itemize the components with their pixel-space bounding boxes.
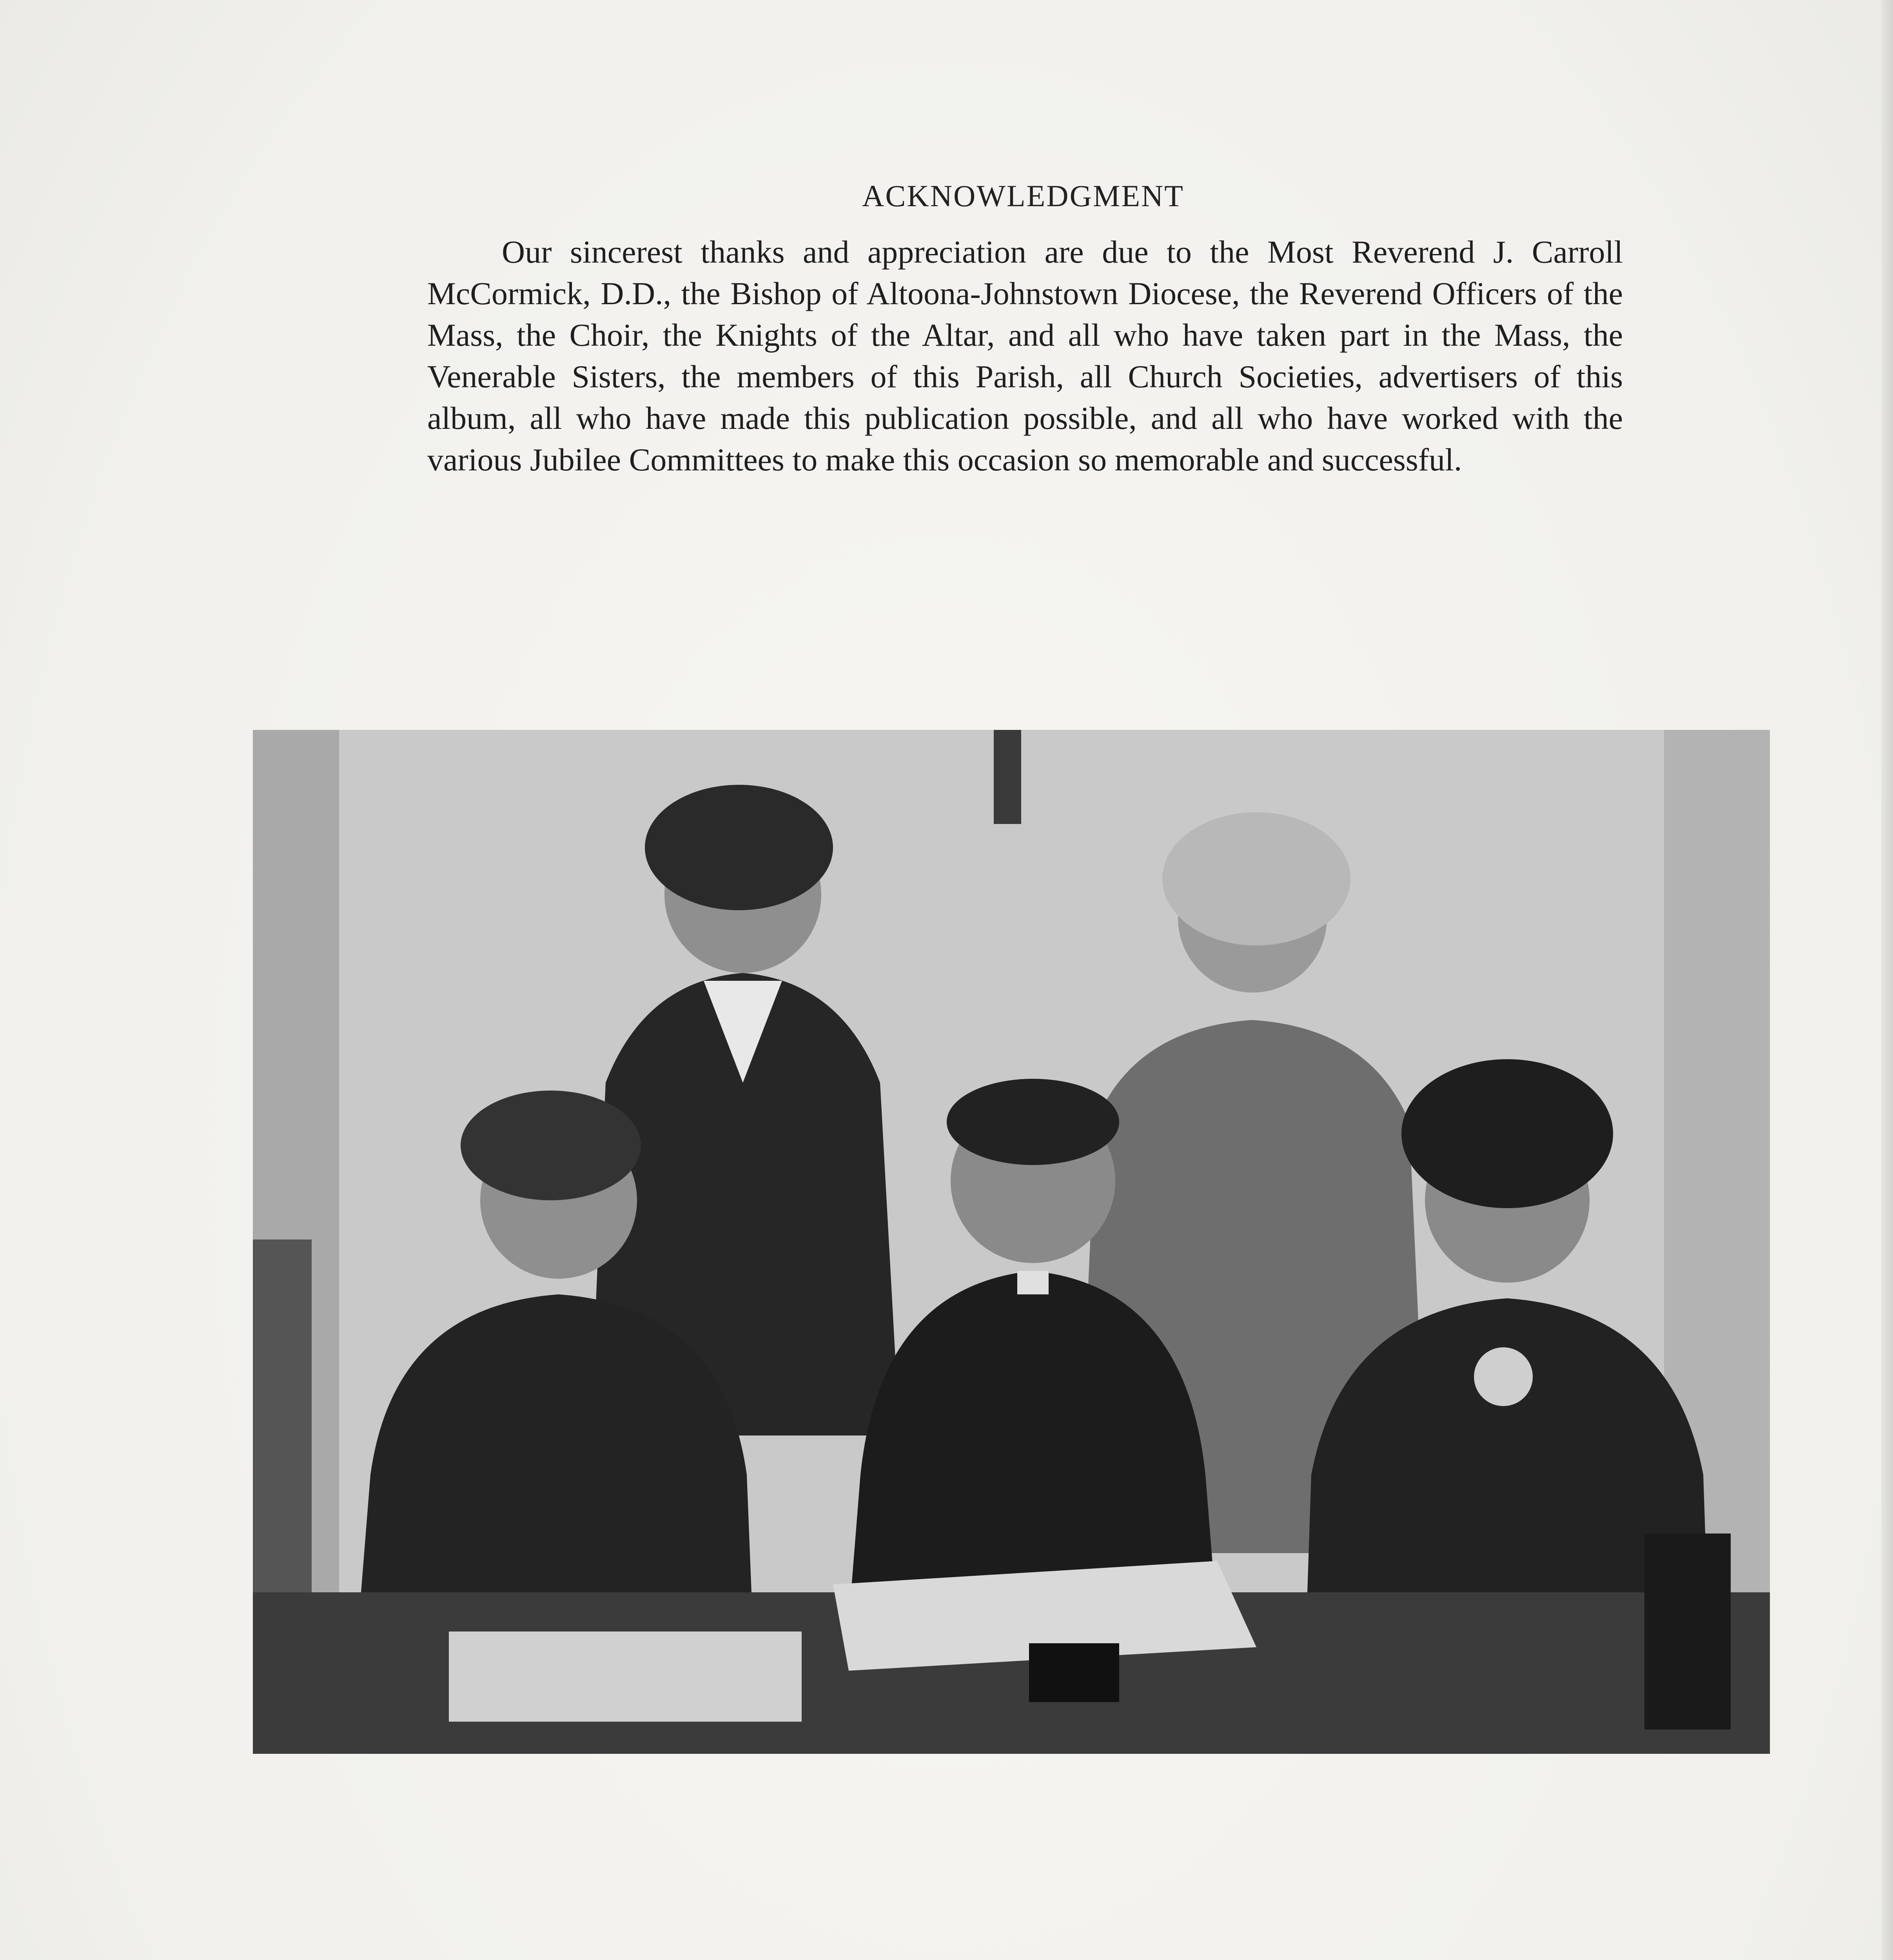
page-edge xyxy=(1881,0,1893,1960)
acknowledgment-paragraph: Our sincerest thanks and appreciation are due to the Most Reverend J. Carroll McCormick, D.D., the Bishop of Altoona-Johnstown Diocese, the Reverend Officers of the Mass, the Choir, the Knights of the Altar, and all who have taken part in the Mass, the Venerable Sisters, the members of this Parish, all Church Societies, advertisers of this album, all who have made this publication possible, and all who have worked with the various Jubilee Committees to make this occasion so memorable and successful. xyxy=(427,234,1623,477)
page-heading: ACKNOWLEDGMENT xyxy=(862,179,1184,213)
committee-photograph xyxy=(253,730,1770,1754)
